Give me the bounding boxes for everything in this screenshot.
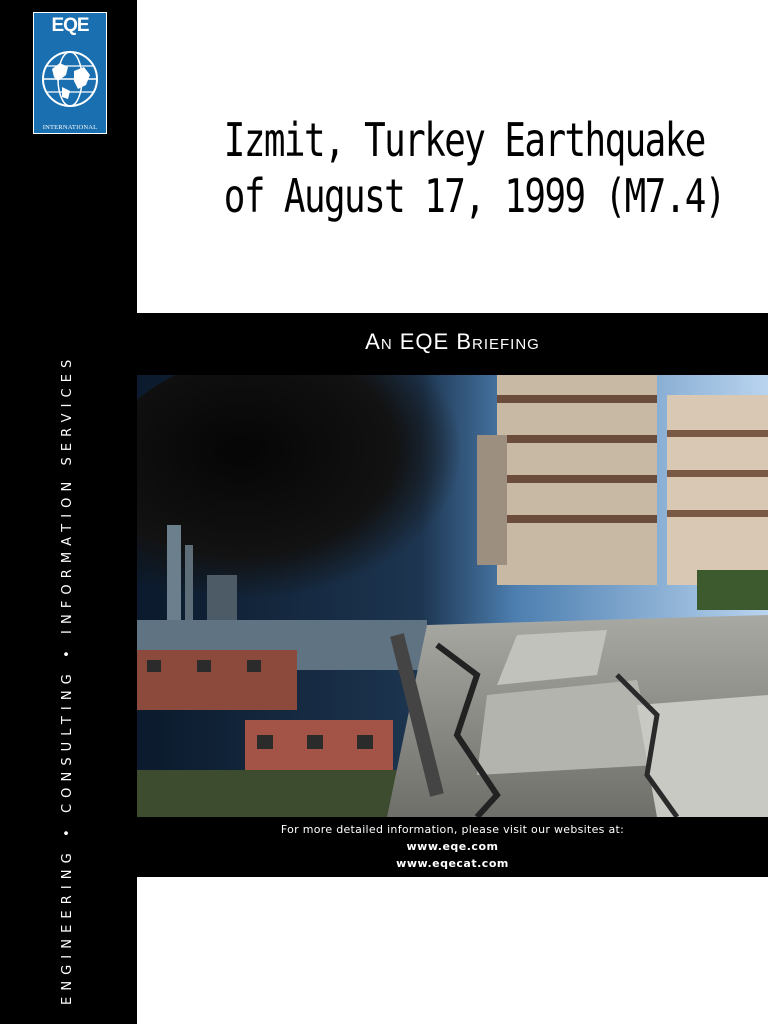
sidebar <box>0 0 137 1024</box>
info-band <box>137 817 768 877</box>
logo-title: EQE <box>51 15 89 36</box>
logo-subtitle: INTERNATIONAL <box>42 124 98 131</box>
collage-illustration <box>137 375 768 817</box>
briefing-heading: An EQE Briefing <box>365 329 540 354</box>
briefing-band <box>137 313 768 375</box>
tagline-wrapper <box>54 175 82 1005</box>
website-link-eqe[interactable]: www.eqe.com <box>406 840 499 853</box>
info-text: For more detailed information, please visit our websites at: <box>280 823 625 836</box>
page-title <box>223 112 725 224</box>
title-line-2: of August 17, 1999 (M7.4) <box>223 169 725 223</box>
earthquake-photo-collage <box>137 375 768 817</box>
website-link-eqecat[interactable]: www.eqecat.com <box>396 857 509 870</box>
globe-icon <box>38 41 102 121</box>
eqe-logo <box>33 12 107 134</box>
sidebar-tagline: ENGINEERING • CONSULTING • INFORMATION SERVICES <box>60 353 75 1005</box>
title-line-1: Izmit, Turkey Earthquake <box>223 113 705 167</box>
